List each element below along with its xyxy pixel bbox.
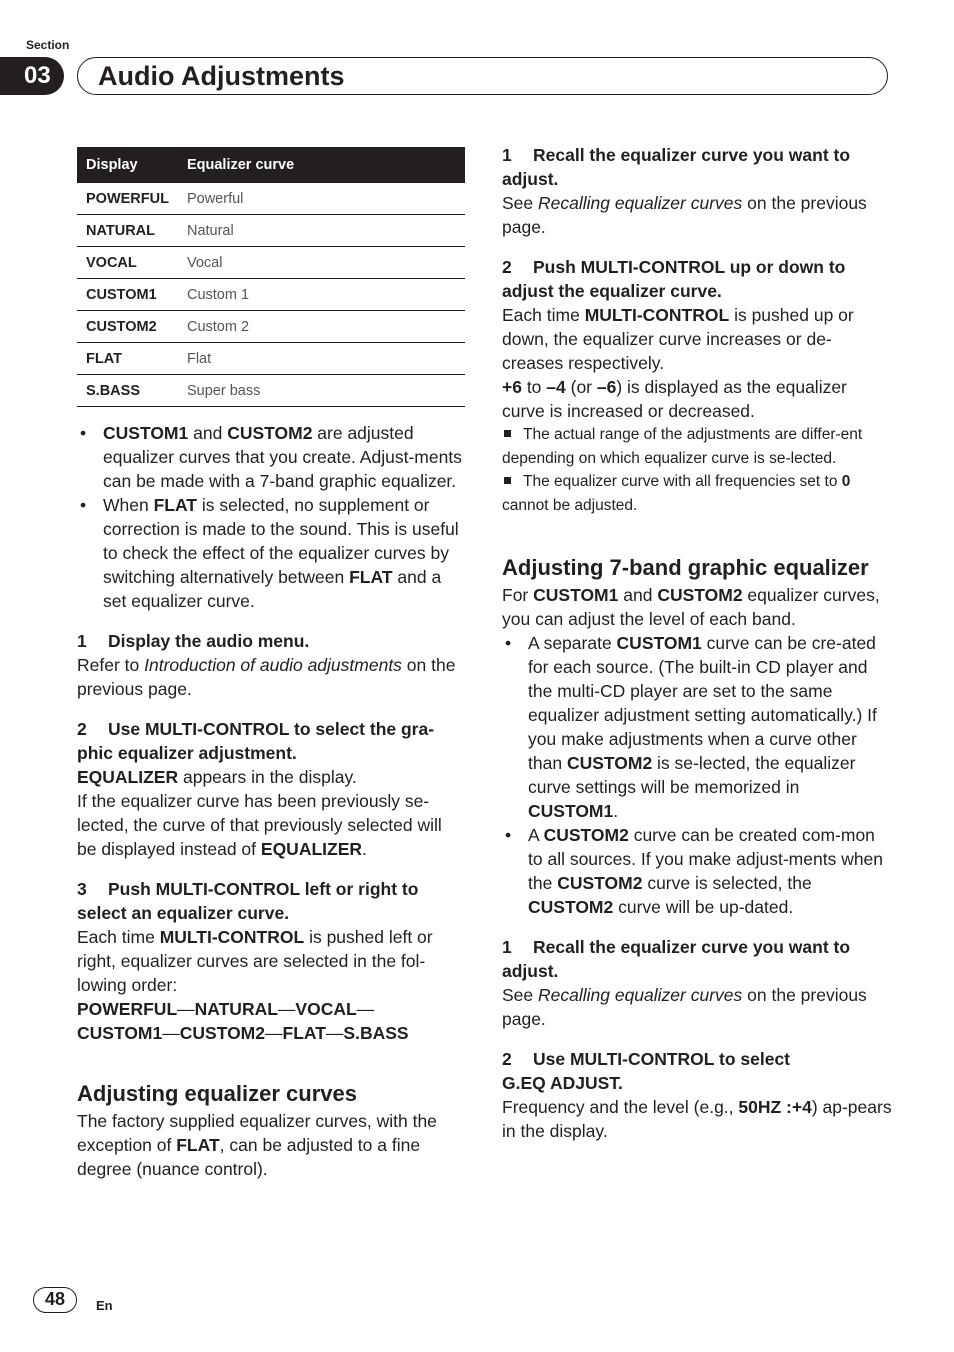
table-row [77, 343, 465, 375]
paragraph: The factory supplied equalizer curves, with the exception of FLAT, can be adjusted to a fine degree (nuance control). [77, 1111, 437, 1179]
section-label: Section [26, 38, 70, 52]
table-cell-curve: Powerful [178, 183, 465, 215]
table-cell-display: CUSTOM1 [77, 279, 178, 311]
language-label: En [96, 1298, 113, 1313]
table-row [77, 311, 465, 343]
right-column [502, 143, 892, 1143]
heading-7-band-eq: Adjusting 7-band graphic equalizer [502, 555, 869, 580]
graphic-eq-bullets [502, 631, 892, 919]
equalizer-table [77, 147, 465, 407]
note: The equalizer curve with all frequencies set to 0 cannot be adjusted. [502, 473, 851, 514]
page-number: 48 [33, 1287, 77, 1313]
step-adjust-curve: 2 Push MULTI-CONTROL up or down to adjust the equalizer curve. [502, 257, 846, 301]
custom-bullets [77, 421, 465, 613]
curve-order: POWERFUL—NATURAL—VOCAL— CUSTOM1—CUSTOM2—FLAT—S.BASS [77, 999, 409, 1043]
step-recall-curve: 1 Recall the equalizer curve you want to adjust. [502, 145, 851, 189]
table-cell-curve: Flat [178, 343, 465, 375]
step-select-curve: 3 Push MULTI-CONTROL left or right to select an equalizer curve. [77, 879, 419, 923]
step-body: Frequency and the level (e.g., 50HZ :+4) ap-pears in the display. [502, 1097, 892, 1141]
list-item: • CUSTOM1 and CUSTOM2 are adjusted equalizer curves that you create. Adjust-ments can be made with a 7-band graphic equalizer. [77, 421, 465, 493]
table-header-display: Display [77, 147, 178, 183]
note: The actual range of the adjustments are differ-ent depending on which equalizer curve is se-lected. [502, 426, 863, 467]
heading-adjusting-curves: Adjusting equalizer curves [77, 1081, 357, 1106]
table-row [77, 183, 465, 215]
list-item: • A CUSTOM2 curve can be created com-mon to all sources. If you make adjust-ments when the CUSTOM2 curve is selected, the CUSTOM2 curve will be up-dated. [502, 823, 892, 919]
table-row [77, 375, 465, 407]
table-header-row [77, 147, 465, 183]
step-recall-curve-2: 1 Recall the equalizer curve you want to adjust. [502, 937, 851, 981]
table-cell-display: VOCAL [77, 247, 178, 279]
step-body: Each time MULTI-CONTROL is pushed left or right, equalizer curves are selected in the fol-lowing order: [77, 927, 433, 995]
paragraph: For CUSTOM1 and CUSTOM2 equalizer curves, you can adjust the level of each band. [502, 585, 880, 629]
page-title: Audio Adjustments [98, 61, 345, 91]
step-body: If the equalizer curve has been previously se-lected, the curve of that previously selected will be displayed instead of EQUALIZER. [77, 791, 442, 859]
step-body: +6 to –4 (or –6) is displayed as the equalizer curve is increased or decreased. [502, 377, 847, 421]
step-body: EQUALIZER appears in the display. [77, 767, 357, 787]
table-cell-curve: Super bass [178, 375, 465, 407]
table-cell-curve: Custom 1 [178, 279, 465, 311]
note-square-icon [504, 477, 511, 484]
section-number: 03 [0, 57, 64, 95]
table-row [77, 247, 465, 279]
step-body: Each time MULTI-CONTROL is pushed up or down, the equalizer curve increases or de-creases respectively. [502, 305, 854, 373]
table-header-curve: Equalizer curve [178, 147, 465, 183]
table-cell-display: FLAT [77, 343, 178, 375]
table-cell-curve: Custom 2 [178, 311, 465, 343]
table-cell-display: CUSTOM2 [77, 311, 178, 343]
step-select-geq-adjust: 2 Use MULTI-CONTROL to select G.EQ ADJUST. [502, 1049, 791, 1093]
table-cell-curve: Natural [178, 215, 465, 247]
table-cell-display: NATURAL [77, 215, 178, 247]
note-square-icon [504, 430, 511, 437]
list-item: • When FLAT is selected, no supplement or correction is made to the sound. This is useful to check the effect of the equalizer curves by switching alternatively between FLAT and a set equalizer curve. [77, 493, 465, 613]
step-display-audio-menu: 1 Display the audio menu. [77, 631, 310, 651]
table-row [77, 215, 465, 247]
step-select-eq-adjustment: 2 Use MULTI-CONTROL to select the gra-phic equalizer adjustment. [77, 719, 435, 763]
step-body: See Recalling equalizer curves on the previous page. [502, 193, 867, 237]
step-body: See Recalling equalizer curves on the previous page. [502, 985, 867, 1029]
list-item: • A separate CUSTOM1 curve can be cre-ated for each source. (The built-in CD player and the multi-CD player are set to the same equalizer adjustment setting automatically.) If you make adjustments when a curve other than CUSTOM2 is se-lected, the equalizer curve settings will be memorized in CUSTOM1. [502, 631, 892, 823]
step-body: Refer to Introduction of audio adjustments on the previous page. [77, 655, 456, 699]
table-cell-curve: Vocal [178, 247, 465, 279]
table-row [77, 279, 465, 311]
table-cell-display: S.BASS [77, 375, 178, 407]
table-cell-display: POWERFUL [77, 183, 178, 215]
left-column [77, 147, 465, 1181]
